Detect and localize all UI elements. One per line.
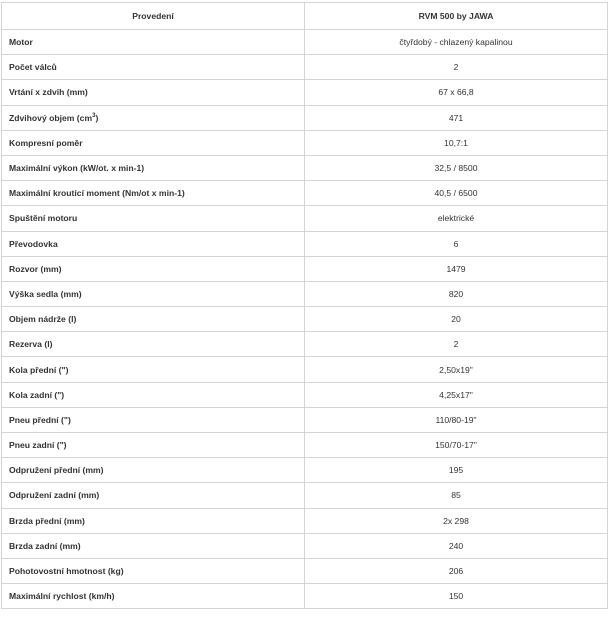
spec-label-text: Počet válců	[9, 62, 57, 73]
spec-value: 67 x 66,8	[305, 80, 608, 105]
table-header-row	[2, 3, 608, 30]
spec-value: 6	[305, 231, 608, 256]
header-cell-model: RVM 500 by JAWA	[305, 3, 608, 30]
table-row	[2, 357, 608, 382]
spec-value: 820	[305, 281, 608, 306]
spec-label	[2, 105, 305, 130]
spec-label-text: Maximální výkon (kW/ot. x min-1)	[9, 163, 145, 174]
spec-value: 85	[305, 483, 608, 508]
spec-label-text: Pneu přední (")	[9, 414, 71, 425]
table-row	[2, 332, 608, 357]
specification-table	[1, 2, 608, 609]
table-row	[2, 533, 608, 558]
table-row	[2, 558, 608, 583]
spec-label	[2, 533, 305, 558]
spec-label	[2, 281, 305, 306]
table-row	[2, 105, 608, 130]
spec-label	[2, 508, 305, 533]
spec-label-superscript: 3	[92, 112, 96, 119]
spec-value: 2	[305, 55, 608, 80]
table-row	[2, 30, 608, 55]
spec-value: elektrické	[305, 206, 608, 231]
spec-label	[2, 357, 305, 382]
spec-label	[2, 584, 305, 609]
spec-label	[2, 558, 305, 583]
spec-label-text: Kompresní poměr	[9, 137, 83, 148]
table-row	[2, 231, 608, 256]
table-row	[2, 206, 608, 231]
spec-label-text: Brzda zadní (mm)	[9, 540, 81, 551]
table-row	[2, 55, 608, 80]
spec-label-suffix: )	[95, 112, 99, 123]
spec-value: 471	[305, 105, 608, 130]
table-row	[2, 80, 608, 105]
spec-label	[2, 30, 305, 55]
spec-label	[2, 332, 305, 357]
table-row	[2, 458, 608, 483]
spec-value: 150	[305, 584, 608, 609]
spec-value: 110/80-19"	[305, 407, 608, 432]
table-row	[2, 407, 608, 432]
spec-value: 206	[305, 558, 608, 583]
table-row	[2, 281, 608, 306]
spec-label-text: Maximální kroutící moment (Nm/ot x min-1)	[9, 188, 185, 199]
spec-value: 1479	[305, 256, 608, 281]
spec-label	[2, 130, 305, 155]
spec-label	[2, 433, 305, 458]
spec-label-text: Spuštění motoru	[9, 213, 78, 224]
spec-label-text: Rozvor (mm)	[9, 263, 62, 274]
spec-label-text: Odpružení přední (mm)	[9, 465, 104, 476]
spec-value: 2x 298	[305, 508, 608, 533]
spec-label-text: Objem nádrže (l)	[9, 314, 77, 325]
spec-label-text: Kola zadní (")	[9, 389, 65, 400]
spec-label-text: Zdvihový objem (cm	[9, 112, 93, 123]
spec-label	[2, 55, 305, 80]
spec-label-text: Výška sedla (mm)	[9, 288, 82, 299]
spec-value: 40,5 / 6500	[305, 181, 608, 206]
spec-label	[2, 407, 305, 432]
spec-label	[2, 458, 305, 483]
spec-label	[2, 155, 305, 180]
spec-label-text: Motor	[9, 37, 33, 48]
spec-value: 32,5 / 8500	[305, 155, 608, 180]
spec-label-text: Brzda přední (mm)	[9, 515, 85, 526]
spec-label-text: Rezerva (l)	[9, 339, 53, 350]
table-row	[2, 433, 608, 458]
spec-label	[2, 483, 305, 508]
spec-value: 195	[305, 458, 608, 483]
spec-label-text: Převodovka	[9, 238, 58, 249]
spec-value: 150/70-17"	[305, 433, 608, 458]
spec-value: 2	[305, 332, 608, 357]
table-row	[2, 483, 608, 508]
spec-label-text: Maximální rychlost (km/h)	[9, 591, 115, 602]
spec-label-text: Odpružení zadní (mm)	[9, 490, 100, 501]
table-body	[2, 30, 608, 609]
table-row	[2, 584, 608, 609]
spec-value: 240	[305, 533, 608, 558]
spec-label-text: Pneu zadní (")	[9, 440, 67, 451]
table-row	[2, 181, 608, 206]
spec-label	[2, 307, 305, 332]
spec-label-text: Vrtání x zdvih (mm)	[9, 87, 88, 98]
table-row	[2, 382, 608, 407]
spec-value: 20	[305, 307, 608, 332]
spec-label	[2, 231, 305, 256]
spec-value: 10,7:1	[305, 130, 608, 155]
header-cell-provedeni: Provedení	[2, 3, 305, 30]
spec-label	[2, 181, 305, 206]
spec-value: 2,50x19"	[305, 357, 608, 382]
table-row	[2, 307, 608, 332]
spec-label-text: Pohotovostní hmotnost (kg)	[9, 566, 124, 577]
table-row	[2, 508, 608, 533]
spec-label	[2, 256, 305, 281]
spec-label	[2, 80, 305, 105]
spec-label	[2, 382, 305, 407]
spec-label-text: Kola přední (")	[9, 364, 69, 375]
spec-value: 4,25x17"	[305, 382, 608, 407]
table-row	[2, 130, 608, 155]
spec-value: čtyřdobý - chlazený kapalinou	[305, 30, 608, 55]
table-row	[2, 155, 608, 180]
table-row	[2, 256, 608, 281]
spec-label	[2, 206, 305, 231]
